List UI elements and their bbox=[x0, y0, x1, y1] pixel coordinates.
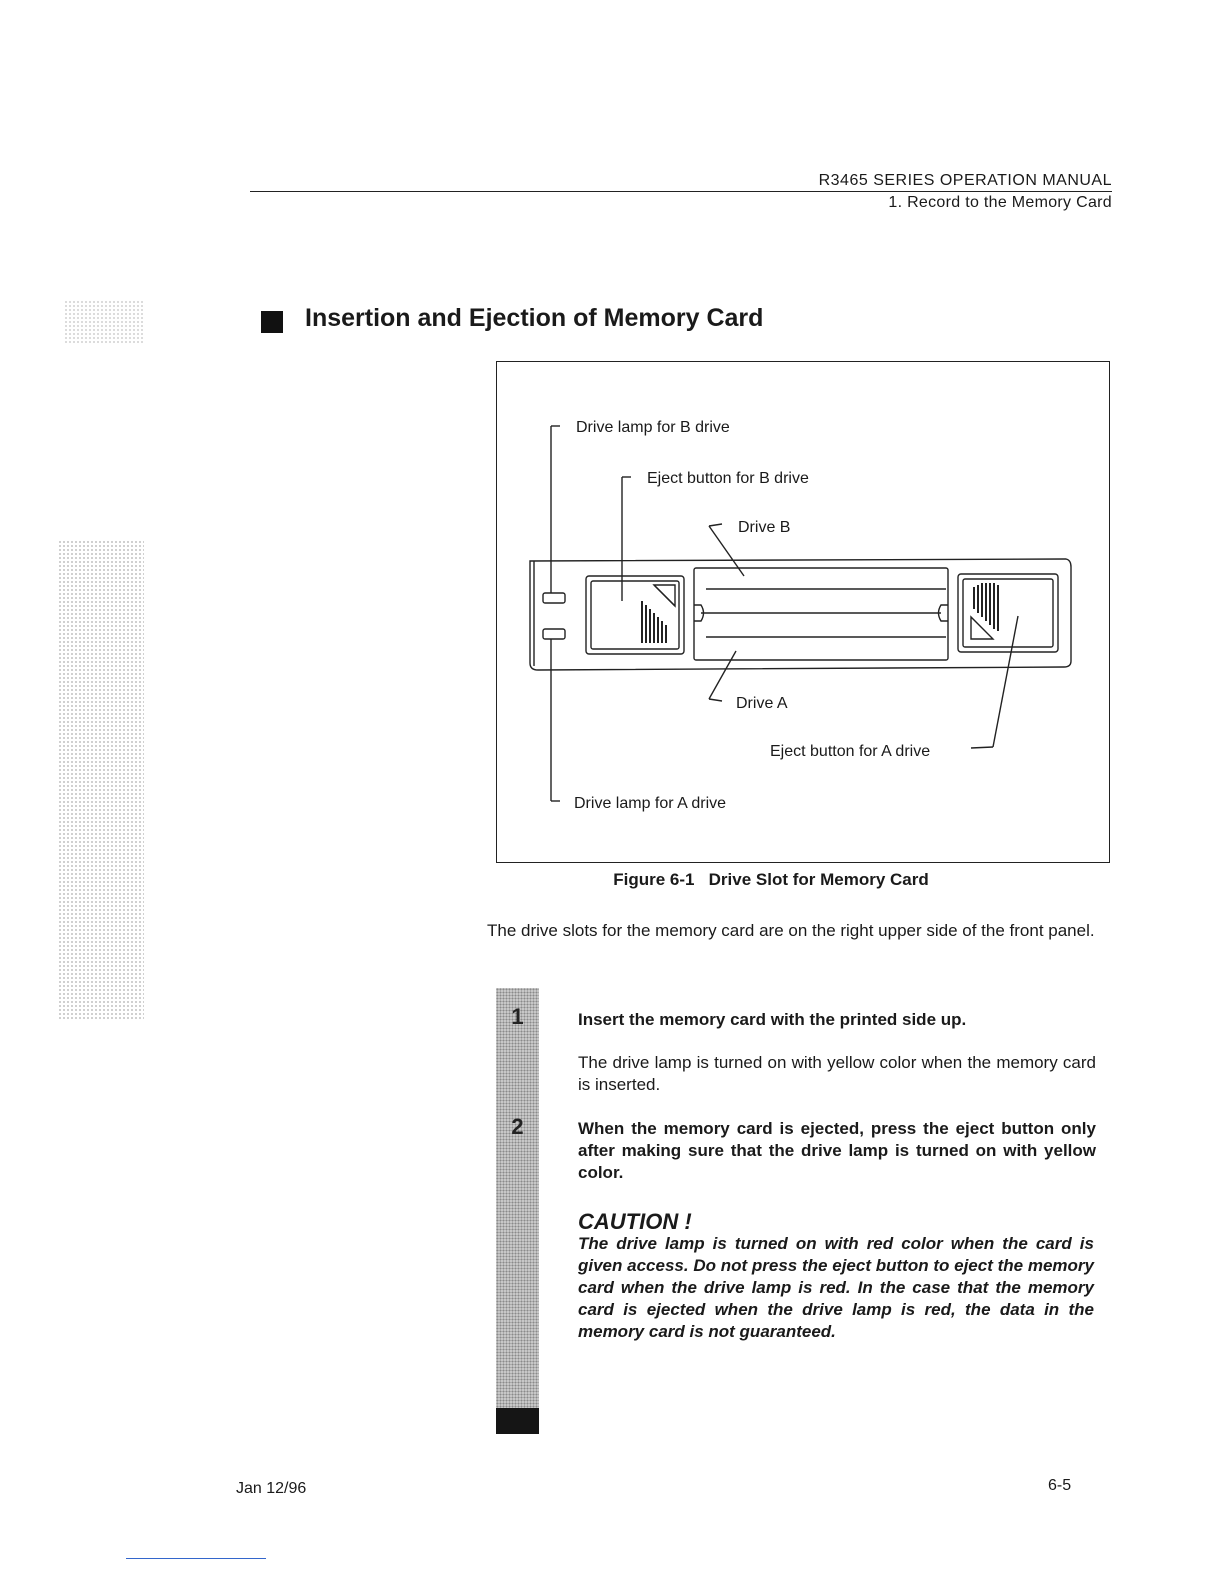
intro-paragraph: The drive slots for the memory card are on the right upper side of the front panel. bbox=[487, 921, 1095, 940]
step-band-end bbox=[496, 1408, 539, 1434]
step-number: 2 bbox=[511, 1114, 524, 1139]
caution-text: The drive lamp is turned on with red color when the card is given access. Do not press the eject button to eject the memory card when the drive lamp is red. In the case that the memory card is ejected when the drive lamp is red, the data in the memory card is not guaranteed. bbox=[578, 1234, 1094, 1341]
manual-title: R3465 SERIES OPERATION MANUAL bbox=[818, 172, 1112, 189]
step-number: 1 bbox=[511, 1004, 524, 1029]
section-reference: 1. Record to the Memory Card bbox=[888, 194, 1112, 211]
footer-date: Jan 12/96 bbox=[236, 1480, 307, 1497]
section-title: Insertion and Ejection of Memory Card bbox=[305, 304, 764, 332]
scan-margin-speckle bbox=[64, 300, 144, 344]
eject-button-b-icon bbox=[586, 576, 684, 654]
figure-caption-title: Drive Slot for Memory Card bbox=[708, 870, 929, 889]
drive-lamp-b-icon bbox=[543, 593, 565, 603]
page-number: 6-5 bbox=[1048, 1477, 1072, 1494]
label-eject-a: Eject button for A drive bbox=[770, 743, 931, 760]
section-bullet-icon bbox=[261, 311, 283, 333]
caution-title: CAUTION ! bbox=[578, 1209, 692, 1234]
drive-slot-diagram bbox=[496, 361, 1110, 863]
figure-caption bbox=[496, 870, 1046, 890]
step-1-instruction: Insert the memory card with the printed side up. bbox=[578, 1010, 967, 1029]
step-band bbox=[496, 988, 539, 1408]
bottom-rule bbox=[126, 1558, 266, 1559]
drive-lamp-a-icon bbox=[543, 629, 565, 639]
figure-caption-number: Figure 6-1 bbox=[613, 870, 695, 889]
label-drive-lamp-b: Drive lamp for B drive bbox=[576, 419, 730, 436]
scan-margin-speckle bbox=[58, 540, 144, 1020]
label-eject-b: Eject button for B drive bbox=[647, 470, 809, 487]
label-drive-a: Drive A bbox=[736, 695, 788, 712]
header-rule bbox=[250, 191, 1112, 192]
drive-b-slot bbox=[694, 568, 948, 660]
step-1-note: The drive lamp is turned on with yellow color when the memory card is inserted. bbox=[578, 1053, 1096, 1094]
step-2-instruction: When the memory card is ejected, press the eject button only after making sure that the drive lamp is turned on with yellow color. bbox=[578, 1119, 1096, 1182]
eject-button-a-icon bbox=[958, 574, 1058, 652]
label-drive-b: Drive B bbox=[738, 519, 791, 536]
label-drive-lamp-a: Drive lamp for A drive bbox=[574, 795, 727, 812]
